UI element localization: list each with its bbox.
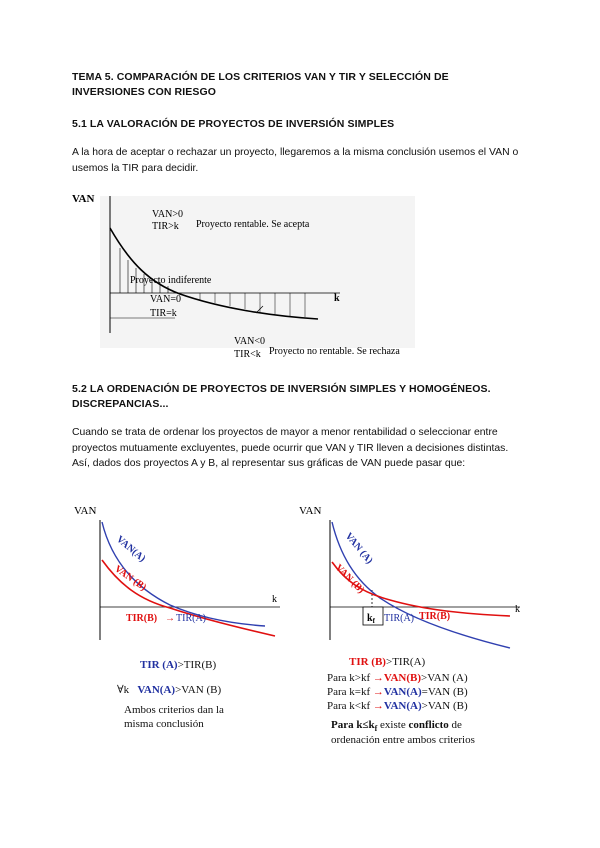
- figure-2-caption-line-2: [117, 683, 221, 697]
- figure-3-y-axis-label: VAN: [299, 505, 322, 517]
- figure-1-label-van-zero: VAN=0: [150, 294, 182, 305]
- figure-3-line-2-van-b: →VAN(B): [372, 672, 421, 684]
- figure-3-conflict-word: conflicto: [408, 719, 449, 731]
- figure-3-caption-tir-a: >TIR(A): [385, 656, 426, 668]
- figure-1-indifferent-label: Proyecto indiferente: [130, 275, 212, 286]
- figure-1-x-axis-label: k: [334, 293, 340, 304]
- figure-2-caption-van-b: >VAN (B): [175, 684, 222, 696]
- figure-3-conflict-suffix: de: [448, 719, 462, 731]
- figure-3-line-3-rest: =VAN (B): [421, 686, 468, 698]
- figure-3-line-4-rest: >VAN (B): [421, 700, 468, 712]
- figure-3-caption-line-2: [327, 671, 468, 685]
- figure-3-line-2-prefix: Para k>kf: [327, 672, 373, 684]
- figure-3-line-3-arrow: →: [372, 686, 384, 698]
- figure-2-caption-line-3: Ambos criterios dan la: [124, 704, 224, 716]
- figure-1-label-van-positive: VAN>0: [152, 209, 184, 220]
- figure-1-label-tir-greater: TIR>k: [152, 221, 179, 232]
- figure-3-line-3-prefix: Para k=kf: [327, 686, 373, 698]
- figure-1-y-axis-label: VAN: [72, 193, 95, 205]
- figure-2-caption-tir-a: TIR (A): [140, 659, 178, 671]
- figure-3-caption-tir-b: TIR (B): [349, 656, 386, 668]
- figure-2-caption-line-4: misma conclusión: [124, 718, 204, 730]
- figure-3-tir-a-label: TIR(A): [384, 613, 414, 624]
- figure-2-caption-tir-b: >TIR(B): [177, 659, 217, 671]
- figure-3-line-4-prefix: Para k<kf: [327, 700, 373, 712]
- figure-3-conflict-line-2: ordenación entre ambos criterios: [331, 734, 475, 746]
- figure-3-x-axis-label: k: [515, 604, 520, 615]
- figure-3-line-3-van-a: VAN(A): [383, 686, 422, 698]
- figure-2-x-axis-label: k: [272, 594, 277, 605]
- section-1-paragraph: A la hora de aceptar o rechazar un proyecto, llegaremos a la misma conclusión usemos el VAN o usemos la TIR para decidir.: [72, 147, 519, 174]
- section-2-paragraph: Cuando se trata de ordenar los proyectos de mayor a menor rentabilidad o seleccionar entre proyectos mutuamente excluyentes, puede ocurrir que VAN y TIR lleven a decisiones distintas. Así, dados dos proyectos A y B, al representar sus gráficas de VAN puede pasar que:: [72, 427, 509, 469]
- figure-2-tir-a-label: TIR(A): [176, 613, 206, 624]
- figure-3-conflict-prefix: Para k≤k: [331, 719, 375, 731]
- figure-3-line-4-arrow: →: [372, 700, 384, 712]
- figure-2-curve-a-label: VAN(A): [114, 533, 148, 565]
- figure-3-line-2-rest: >VAN (A): [421, 672, 468, 684]
- figure-1-van-chart: [70, 188, 430, 363]
- figure-1-accept-label: Proyecto rentable. Se acepta: [196, 219, 310, 230]
- figure-1-reject-label: Proyecto no rentable. Se rechaza: [269, 346, 400, 357]
- section-1-heading: 5.1 LA VALORACIÓN DE PROYECTOS DE INVERSIÓN SIMPLES: [72, 118, 395, 130]
- figure-2-caption-forall: ∀k: [117, 684, 130, 696]
- figure-2-caption-line-1: [140, 658, 216, 672]
- figure-3-kf-label: $k_f$: [367, 613, 375, 625]
- figure-3-line-4-van-a: VAN(A): [383, 700, 422, 712]
- figure-3-chart: [295, 500, 525, 650]
- figure-2-chart: [70, 500, 290, 650]
- figure-3-conflict-sub: f: [374, 724, 378, 734]
- figure-2-caption-van-a: VAN(A): [137, 684, 176, 696]
- figure-3-caption-line-1: [349, 655, 425, 669]
- figure-2-tir-b-label: TIR(B): [126, 613, 158, 624]
- figure-1-label-tir-equal: TIR=k: [150, 308, 177, 319]
- figure-3-caption-line-4: [327, 699, 468, 713]
- figure-3-curve-a-label: VAN (A): [342, 530, 375, 567]
- figure-3-caption-line-3: [327, 685, 468, 699]
- figure-1-label-van-negative: VAN<0: [234, 336, 266, 347]
- figure-2-curve-b-label: VAN (B): [112, 563, 149, 594]
- figure-3-tir-b-label: TIR(B): [419, 611, 451, 622]
- figure-1-label-tir-less: TIR<k: [234, 349, 261, 360]
- figure-2-arrow: →: [165, 613, 175, 624]
- figure-3-curve-b-label: VAN (B): [332, 562, 367, 596]
- section-2-heading: 5.2 LA ORDENACIÓN DE PROYECTOS DE INVERSIÓN SIMPLES Y HOMOGÉNEOS. DISCREPANCIAS...: [72, 383, 491, 410]
- figure-2-y-axis-label: VAN: [74, 505, 97, 517]
- figure-3-conflict-middle: existe: [377, 719, 409, 731]
- page-title: TEMA 5. COMPARACIÓN DE LOS CRITERIOS VAN Y TIR Y SELECCIÓN DE INVERSIONES CON RIESGO: [72, 71, 449, 98]
